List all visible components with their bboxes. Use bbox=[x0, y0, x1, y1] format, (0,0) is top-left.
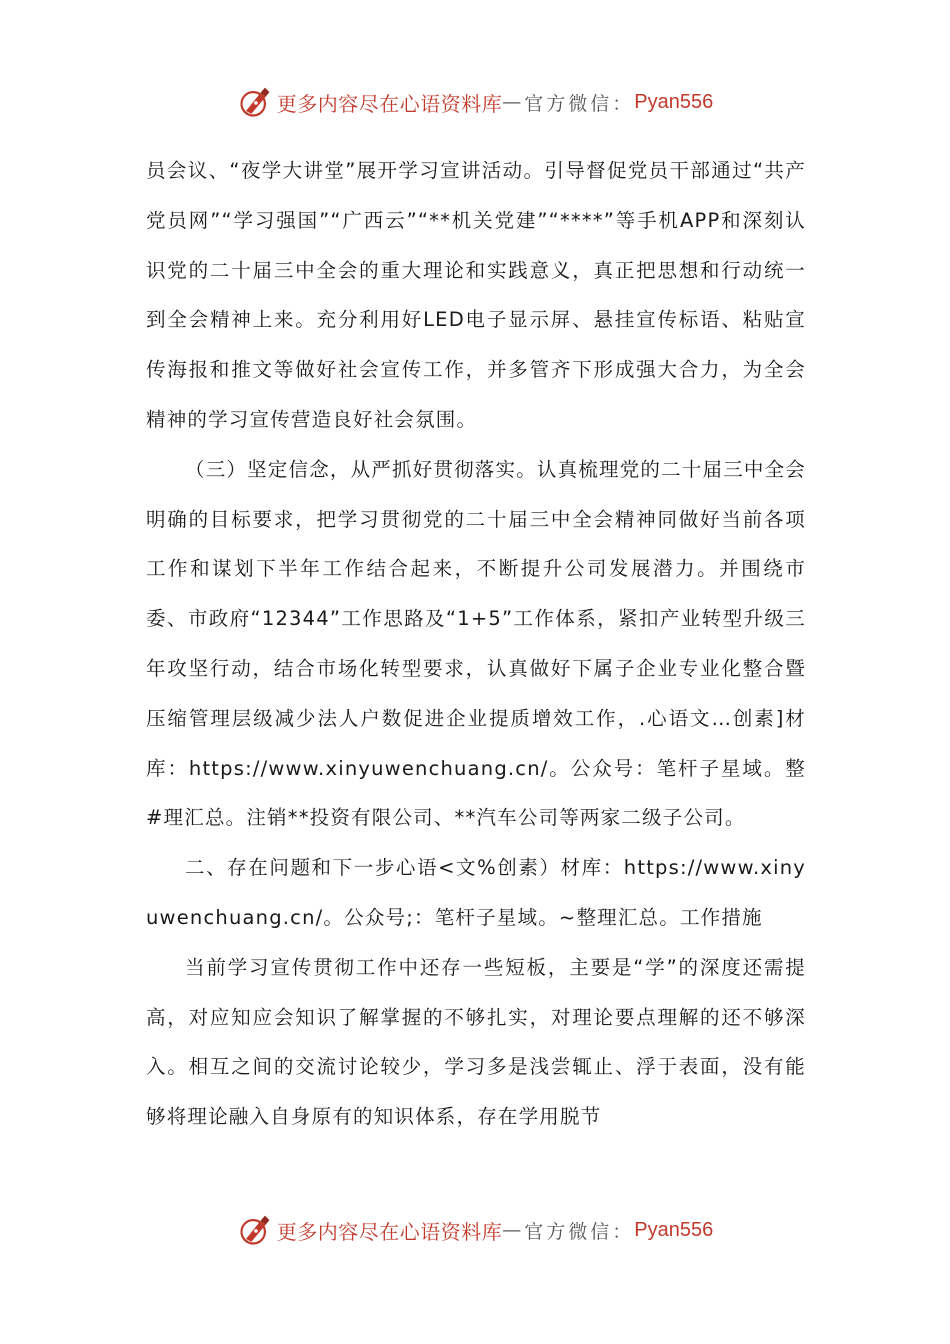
section-heading: 二、存在问题和下一步心语<文%创素）材库：https://www.xinyuwenchuang.cn/。公众号;：笔杆子星域。~整理汇总。工作措施 bbox=[146, 856, 806, 929]
watermark-contact-id: Pyan556 bbox=[634, 1218, 714, 1241]
paragraph-1: 员会议、“夜学大讲堂”展开学习宣讲活动。引导督促党员干部通过“共产党员网”“学习强国”“广西云”“**机关党建”“****”等手机APP和深刻认识党的二十届三中全会的重大理论和实践意义，真正把思想和行动统一到全会精神上来。充分利用好LED电子显示屏、悬挂宣传标语、粘贴宣传海报和推文等做好社会宣传工作，并多管齐下形成强大合力，为全会精神的学习宣传营造良好社会氛围。 bbox=[146, 159, 806, 431]
header-watermark bbox=[0, 82, 950, 122]
watermark-contact-label: 官方微信： bbox=[524, 92, 635, 115]
footer-watermark bbox=[0, 1210, 950, 1250]
document-body bbox=[146, 146, 806, 1142]
paragraph-3: 当前学习宣传贯彻工作中还存一些短板，主要是“学”的深度还需提高，对应知应会知识了解掌握的不够扎实，对理论要点理解的还不够深入。相互之间的交流讨论较少，学习多是浅尝辄止、浮于表面，没有能够将理论融入自身原有的知识体系，存在学用脱节 bbox=[146, 955, 806, 1129]
watermark-contact-label: 官方微信： bbox=[524, 1220, 635, 1243]
watermark-contact-id: Pyan556 bbox=[634, 90, 714, 113]
watermark-brand: 更多内容尽在心语资料库 bbox=[276, 1219, 503, 1244]
pen-nib-icon bbox=[237, 1212, 273, 1248]
paragraph-2: （三）坚定信念，从严抓好贯彻落实。认真梳理党的二十届三中全会明确的目标要求，把学习贯彻党的二十届三中全会精神同做好当前各项工作和谋划下半年工作结合起来，不断提升公司发展潜力。并围绕市委、市政府“12344”工作思路及“1+5”工作体系，紧扣产业转型升级三年攻坚行动，结合市场化转型要求，认真做好下属子企业专业化整合暨压缩管理层级减少法人户数促进企业提质增效工作，.心语文…创素]材库：https://www.xinyuwenchuang.cn/。公众号：笔杆子星域。整#理汇总。注销**投资有限公司、**汽车公司等两家二级子公司。 bbox=[146, 457, 807, 830]
watermark-dash: — bbox=[502, 1219, 525, 1241]
watermark-brand: 更多内容尽在心语资料库 bbox=[276, 91, 503, 116]
pen-nib-icon bbox=[237, 84, 273, 120]
watermark-dash: — bbox=[502, 91, 525, 113]
